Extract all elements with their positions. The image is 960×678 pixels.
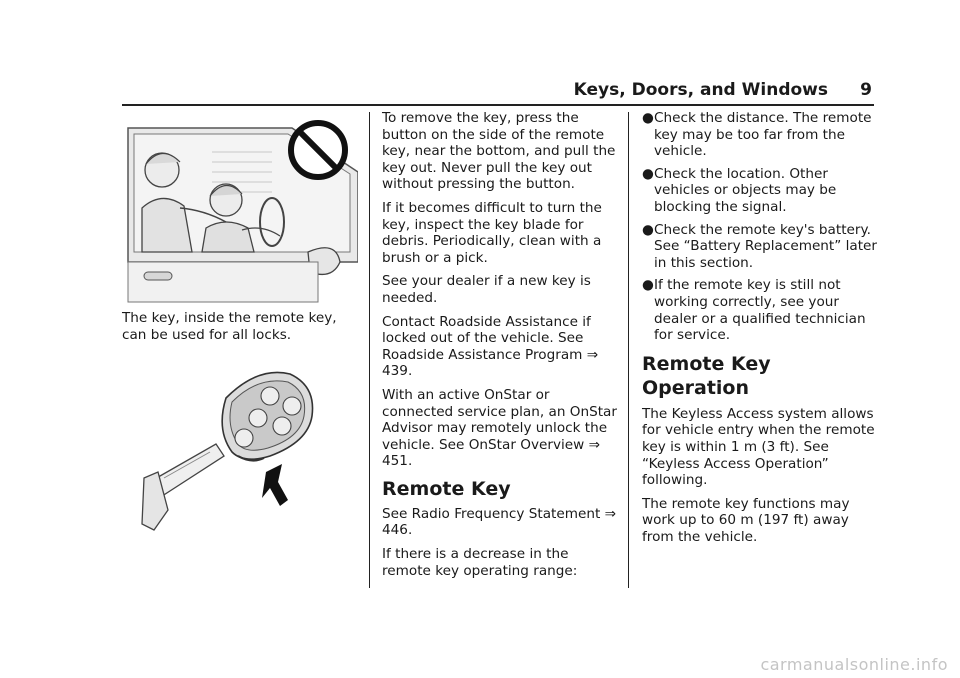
list-item: ● Check the distance. The remote key may be too far from the vehicle.: [642, 110, 872, 160]
paragraph-inspect-blade: If it becomes difficult to turn the key, inspect the key blade for debris. Periodically, clean with a brush or a pick.: [382, 199, 602, 266]
paragraph-roadside: Contact Roadside Assistance if locked out of the vehicle. See Roadside Assistance Program ⇒ 439.: [382, 313, 599, 380]
section-title: Keys, Doors, and Windows: [573, 80, 828, 100]
page-header: [122, 80, 874, 106]
left-column: [122, 310, 358, 350]
page-number: 9: [860, 80, 872, 100]
paragraph-radio-frequency: See Radio Frequency Statement ⇒ 446.: [382, 505, 616, 539]
paragraph-range-60m: The remote key functions may work up to 60 m (197 ft) away from the vehicle.: [642, 495, 850, 545]
watermark: carmanualsonline.info: [760, 655, 948, 674]
paragraph-onstar: With an active OnStar or connected service plan, an OnStar Advisor may remotely unlock the vehicle. See OnStar Overview ⇒ 451.: [382, 386, 617, 470]
children-in-car-illustration: [122, 112, 358, 304]
right-column: [642, 110, 878, 552]
list-item: ● Check the remote key's battery. See “Battery Replacement” later in this section.: [642, 221, 878, 271]
paragraph-new-key: See your dealer if a new key is needed.: [382, 273, 591, 306]
key-caption: The key, inside the remote key, can be used for all locks.: [122, 310, 337, 343]
heading-remote-key-operation: Remote Key Operation: [642, 352, 771, 399]
paragraph-keyless-access: The Keyless Access system allows for vehicle entry when the remote key is within 1 m (3 ft). See “Keyless Access Operation” following.: [642, 405, 875, 489]
remote-key-illustration: [140, 360, 350, 538]
column-divider-left: [369, 112, 370, 588]
column-divider-right: [628, 112, 629, 588]
paragraph-remove-key: To remove the key, press the button on the side of the remote key, near the bottom, and pull the key out. Never pull the key out without pressing the button.: [382, 110, 616, 193]
paragraph-range-decrease: If there is a decrease in the remote key operating range:: [382, 546, 578, 579]
heading-remote-key: Remote Key: [382, 477, 511, 500]
bullet-icon: ●: [642, 165, 654, 182]
middle-column: [382, 110, 618, 586]
list-item: ● Check the location. Other vehicles or objects may be blocking the signal.: [642, 165, 837, 215]
bullet-icon: ●: [642, 277, 654, 294]
range-checklist: [642, 110, 878, 344]
list-item: ● If the remote key is still not working correctly, see your dealer or a qualified technician for service.: [642, 277, 866, 344]
bullet-icon: ●: [642, 221, 654, 238]
bullet-icon: ●: [642, 110, 654, 126]
